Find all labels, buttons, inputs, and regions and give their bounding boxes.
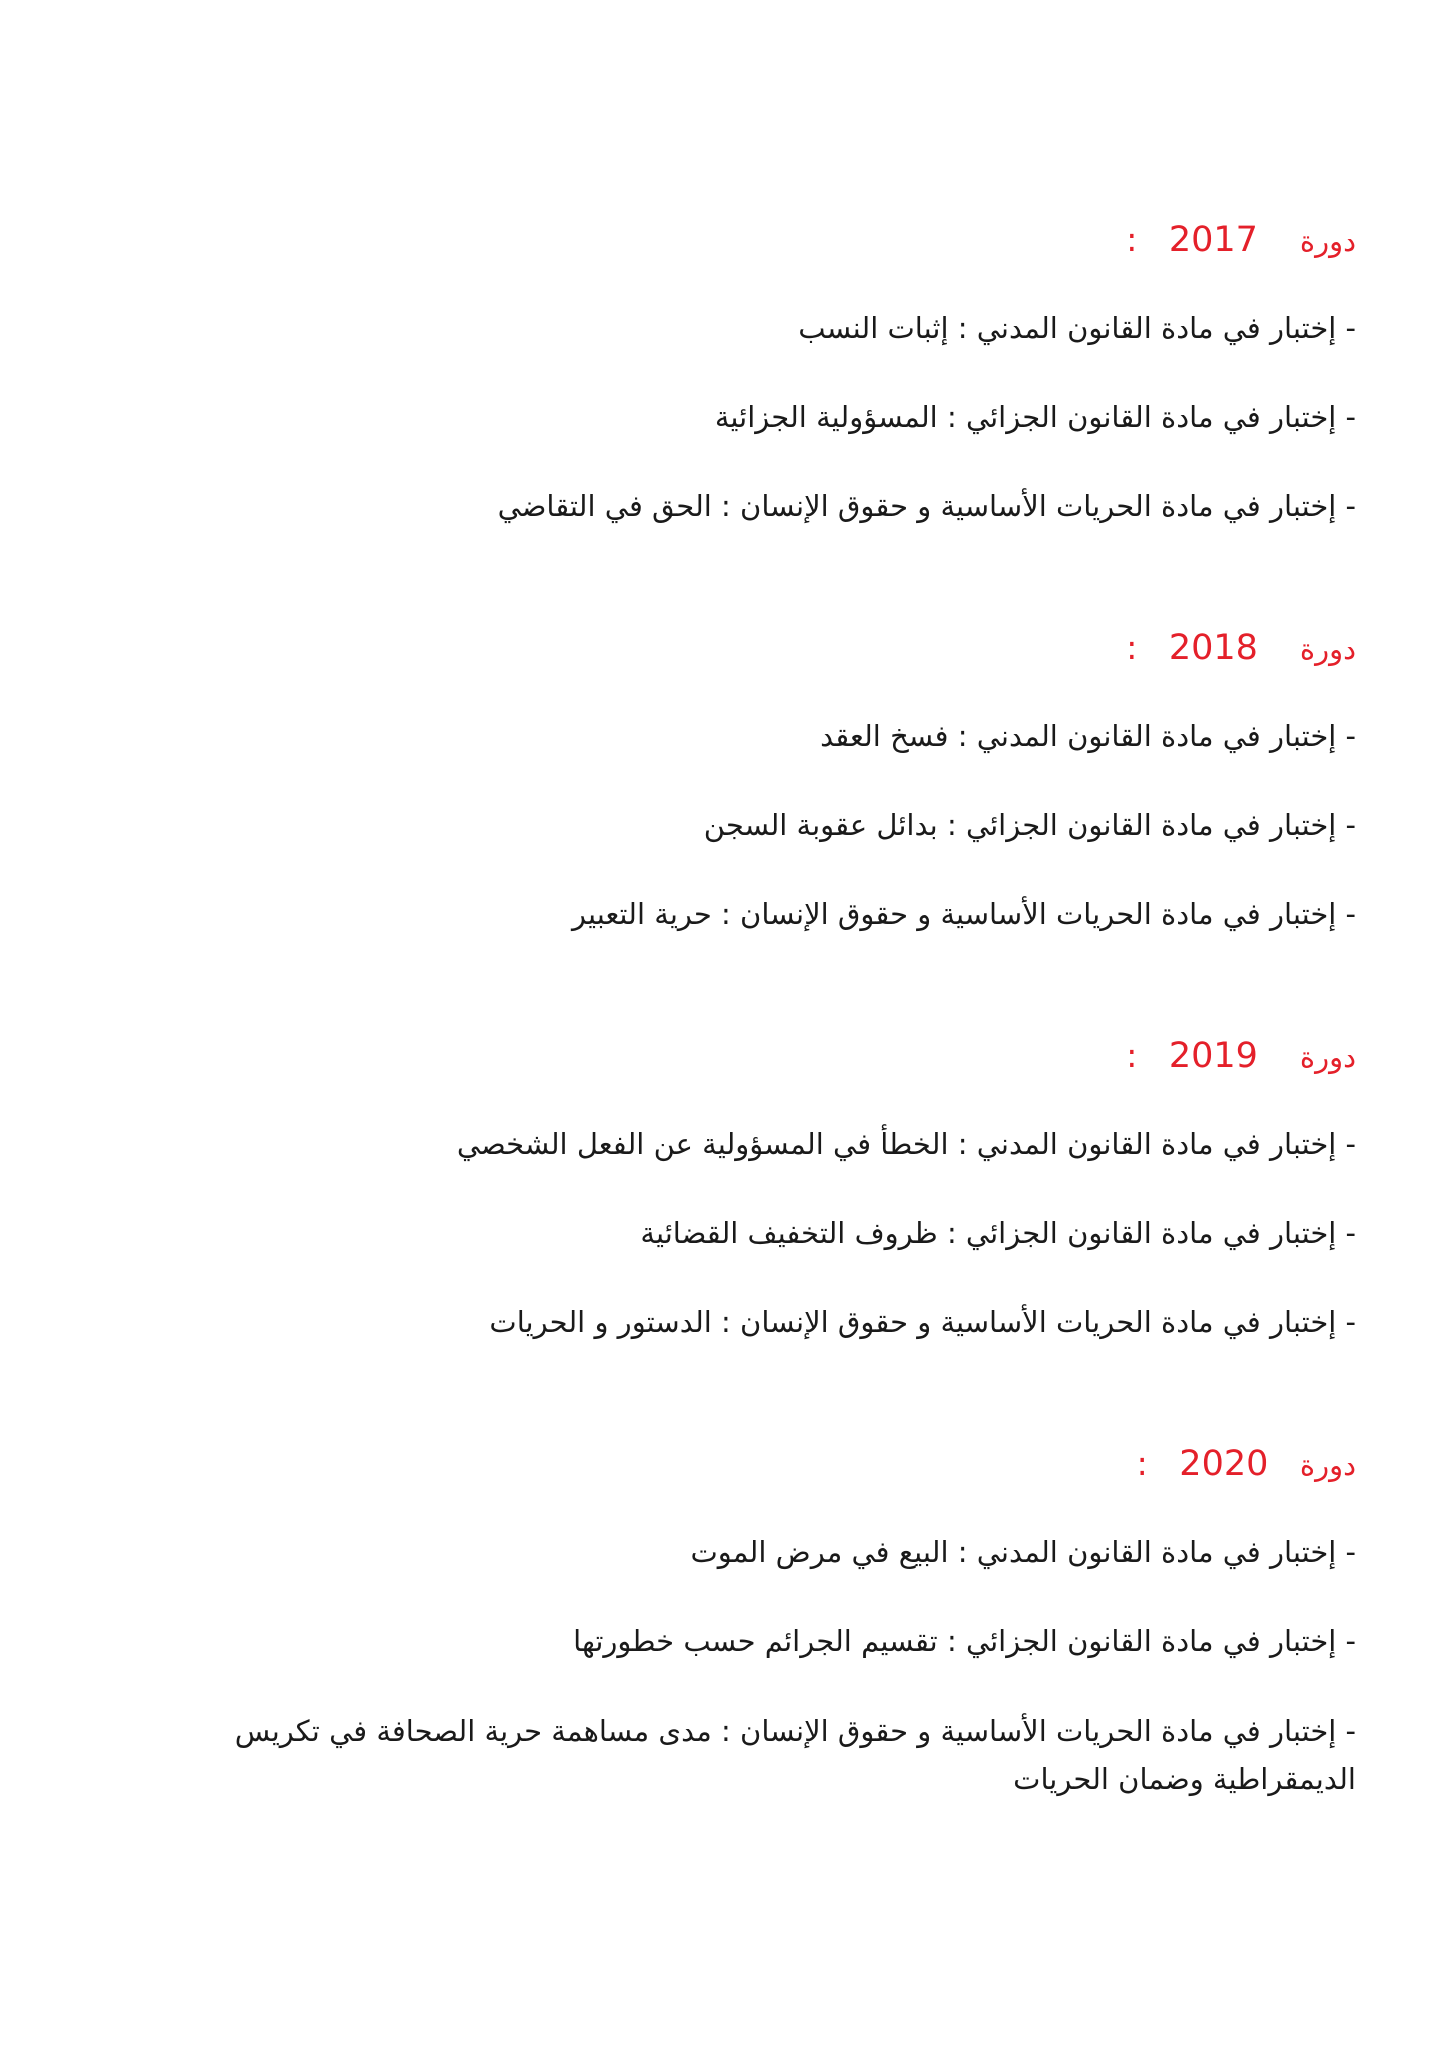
session-heading	[200, 626, 1356, 670]
session-year: 2020	[1179, 1444, 1269, 1484]
exam-item: - إختبار في مادة الحريات الأساسية و حقوق الإنسان : الدستور و الحريات	[489, 1305, 1356, 1339]
session-2020	[200, 1442, 1356, 1803]
exam-item: - إختبار في مادة الحريات الأساسية و حقوق الإنسان : مدى مساهمة حرية الصحافة في تكريس الديمقراطية وضمان الحريات	[234, 1714, 1356, 1796]
exam-item: - إختبار في مادة القانون الجزائي : المسؤولية الجزائية	[714, 400, 1356, 434]
session-heading	[200, 1442, 1356, 1486]
session-label: دورة	[1299, 1040, 1356, 1074]
session-label: دورة	[1299, 224, 1356, 258]
session-label: دورة	[1299, 1448, 1356, 1482]
exam-item: - إختبار في مادة القانون المدني : إثبات النسب	[798, 311, 1356, 345]
session-colon: :	[1126, 628, 1138, 667]
exam-item: - إختبار في مادة القانون المدني : فسخ العقد	[820, 719, 1356, 753]
exam-item: - إختبار في مادة الحريات الأساسية و حقوق الإنسان : الحق في التقاضي	[497, 489, 1356, 523]
session-2018	[200, 626, 1356, 937]
session-colon: :	[1126, 1036, 1138, 1075]
exam-item: - إختبار في مادة القانون الجزائي : تقسيم الجرائم حسب خطورتها	[573, 1624, 1356, 1658]
exam-item: - إختبار في مادة القانون المدني : الخطأ في المسؤولية عن الفعل الشخصي	[456, 1127, 1356, 1161]
session-label: دورة	[1299, 632, 1356, 666]
exam-item: - إختبار في مادة الحريات الأساسية و حقوق الإنسان : حرية التعبير	[571, 897, 1356, 931]
exam-item: - إختبار في مادة القانون المدني : البيع في مرض الموت	[690, 1535, 1356, 1569]
session-year: 2019	[1168, 1036, 1258, 1076]
session-heading	[200, 1034, 1356, 1078]
session-year: 2018	[1168, 628, 1258, 668]
session-colon: :	[1136, 1444, 1148, 1483]
session-2019	[200, 1034, 1356, 1345]
exam-item: - إختبار في مادة القانون الجزائي : بدائل عقوبة السجن	[703, 808, 1356, 842]
exam-item: - إختبار في مادة القانون الجزائي : ظروف التخفيف القضائية	[640, 1216, 1356, 1250]
session-2017	[200, 218, 1356, 529]
session-heading	[200, 218, 1356, 262]
session-colon: :	[1126, 220, 1138, 259]
session-year: 2017	[1168, 220, 1258, 260]
